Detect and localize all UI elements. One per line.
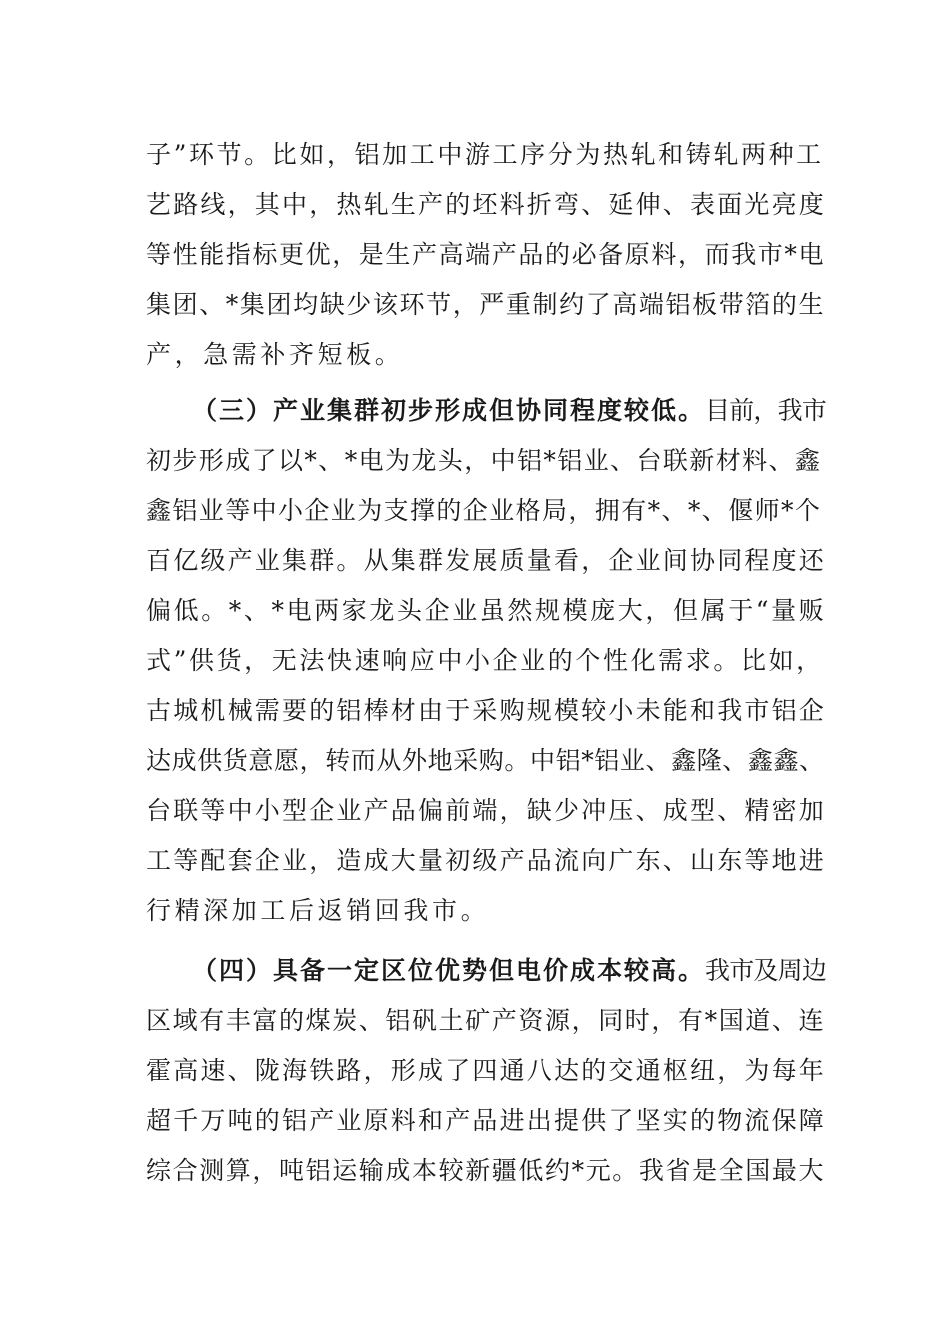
body-text-line: 超千万吨的铝产业原料和产品进出提供了坚实的物流保障 xyxy=(146,1106,827,1135)
body-text-line: 工等配套企业，造成大量初级产品流向广东、山东等地进 xyxy=(146,846,827,875)
body-text-line: 行精深加工后返销回我市。 xyxy=(146,896,490,925)
section-heading-3: （三）产业集群初步形成但协同程度较低。 xyxy=(192,396,706,425)
body-text-line: 等性能指标更优，是生产高端产品的必备原料，而我市*电 xyxy=(146,240,826,269)
body-text-line: 霍高速、陇海铁路，形成了四通八达的交通枢纽，为每年 xyxy=(146,1056,827,1085)
body-text-line: 初步形成了以*、*电为龙头，中铝*铝业、台联新材料、鑫 xyxy=(146,446,822,475)
body-text-line: 子”环节。比如，铝加工中游工序分为热轧和铸轧两种工 xyxy=(146,140,824,169)
body-text-line: 达成供货意愿，转而从外地采购。中铝*铝业、鑫隆、鑫鑫、 xyxy=(146,746,825,775)
body-text-line: 古城机械需要的铝棒材由于采购规模较小未能和我市铝企 xyxy=(146,696,827,725)
section-first-line xyxy=(192,946,826,996)
body-text-line: 艺路线，其中，热轧生产的坯料折弯、延伸、表面光亮度 xyxy=(146,190,827,219)
body-text-line: 式”供货，无法快速响应中小企业的个性化需求。比如， xyxy=(146,646,824,675)
body-text-line: 综合测算，吨铝运输成本较新疆低约*元。我省是全国最大 xyxy=(146,1156,826,1185)
body-text-line: 集团、*集团均缺少该环节，严重制约了高端铝板带箔的生 xyxy=(146,290,826,319)
section-heading-4: （四）具备一定区位优势但电价成本较高。 xyxy=(192,956,706,985)
body-text-span: 目前，我市 xyxy=(705,396,827,425)
body-text-line: 偏低。*、*电两家龙头企业虽然规模庞大，但属于“量贩 xyxy=(146,596,827,625)
body-text-line: 百亿级产业集群。从集群发展质量看，企业间协同程度还 xyxy=(146,546,827,575)
body-text-line: 鑫铝业等中小企业为支撑的企业格局，拥有*、*、偃师*个 xyxy=(146,496,822,525)
body-text-line: 区域有丰富的煤炭、铝矾土矿产资源，同时，有*国道、连 xyxy=(146,1006,826,1035)
body-text-line: 产，急需补齐短板。 xyxy=(146,340,404,369)
body-text-span: 我市及周边 xyxy=(705,956,827,985)
section-first-line xyxy=(192,386,826,436)
body-text-line: 台联等中小型企业产品偏前端，缺少冲压、成型、精密加 xyxy=(146,796,827,825)
